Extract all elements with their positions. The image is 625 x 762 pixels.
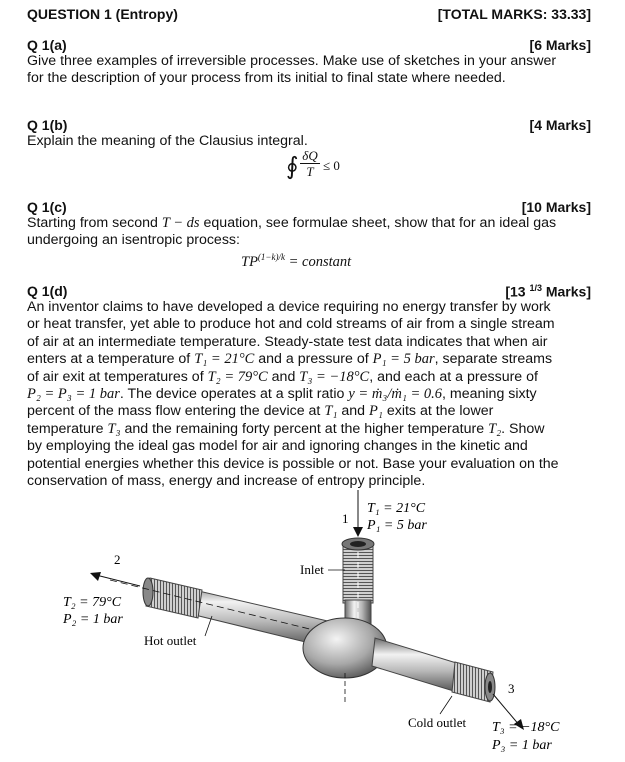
inlet-arrow-head <box>353 527 363 537</box>
math-run: T₂ <box>488 420 502 437</box>
hot-outlet-threads <box>146 578 202 618</box>
hot-outlet-end <box>143 578 153 606</box>
q1c-text <box>27 215 591 250</box>
text-run: percent of the mass flow entering the device at <box>27 403 325 420</box>
q1c-label: Q 1(c) <box>27 199 67 215</box>
state1-number: 1 <box>342 511 349 526</box>
cold-outlet-bore <box>488 681 492 693</box>
q1a-text <box>27 53 591 88</box>
q1d-line: potential energies whether this device is possible or not. Base your evaluation on the <box>27 455 559 472</box>
q1d-text <box>27 299 591 490</box>
marks-main: [13 <box>505 283 530 300</box>
hot-outlet-label: Hot outlet <box>144 633 197 648</box>
hot-label-leader <box>205 616 212 636</box>
math-run: T₂ = 79°C <box>207 368 268 385</box>
q1d-line: or heat transfer, yet able to produce hot and cold streams of air from a single stream <box>27 316 555 333</box>
math-run: P₁ <box>369 403 383 420</box>
oint-symbol: ∮ <box>286 154 299 180</box>
math-run: T₃ = −18°C <box>299 368 370 385</box>
marks-fraction: 1/3 <box>529 283 542 293</box>
q1c-line <box>27 215 591 232</box>
math-run: T₁ = 21°C <box>194 351 255 368</box>
text-run: Starting from second <box>27 215 162 231</box>
cold-outlet-label: Cold outlet <box>408 715 467 730</box>
text-run: exits at the lower <box>382 403 494 420</box>
q1a-marks: [6 Marks] <box>529 37 591 53</box>
q1d-line: by employing the ideal gas model for air and ignoring changes in the kinetic and <box>27 438 528 455</box>
eq-rest: = constant <box>284 253 352 270</box>
q1a-label: Q 1(a) <box>27 37 67 53</box>
q1d-line <box>27 386 591 403</box>
text-run: temperature <box>27 420 108 437</box>
fraction-numerator: δQ <box>300 149 320 164</box>
state3-number: 3 <box>508 681 515 696</box>
q1a-line: for the description of your process from its initial to final state where needed. <box>27 70 506 87</box>
q1d-line: conservation of mass, energy and increase of entropy principle. <box>27 473 426 490</box>
q1d-line <box>27 403 591 420</box>
total-marks: [TOTAL MARKS: 33.33] <box>437 6 591 22</box>
text-run: of air exit at temperatures of <box>27 368 208 385</box>
clausius-integral <box>286 148 366 184</box>
text-run: equation, see formulae sheet, show that for an ideal gas <box>199 215 557 231</box>
q1b-text: Explain the meaning of the Clausius integral. <box>27 133 308 149</box>
q1c-line: undergoing an isentropic process: <box>27 232 240 249</box>
q1d-line <box>27 369 591 386</box>
q1b-marks: [4 Marks] <box>529 117 591 133</box>
math-run: P₂ = P₃ = 1 bar <box>27 386 120 403</box>
state2-number: 2 <box>114 552 121 567</box>
q1d-label: Q 1(d) <box>27 283 68 299</box>
q1b-header <box>27 117 591 133</box>
eq-exponent: (1−k)/k <box>257 252 285 262</box>
hot-outlet-centerline <box>110 580 330 634</box>
state1-pressure: P₁ = 5 bar <box>367 518 427 533</box>
q1d-line <box>27 351 591 368</box>
state1-temperature: T₁ = 21°C <box>367 501 426 516</box>
state2-pressure: P₂ = 1 bar <box>63 612 123 627</box>
marks-end: Marks] <box>541 283 591 300</box>
inlet-label: Inlet <box>300 562 324 577</box>
fraction-denominator: T <box>306 164 314 179</box>
page-title: QUESTION 1 (Entropy) <box>27 6 178 22</box>
q1d-marks <box>505 283 591 300</box>
q1c-header <box>27 199 591 215</box>
q1d-header <box>27 283 591 300</box>
text-run: , meaning sixty <box>442 386 537 403</box>
page-header <box>27 6 591 22</box>
text-run: and <box>267 368 300 385</box>
text-run: and <box>337 403 369 420</box>
text-run: enters at a temperature of <box>27 351 195 368</box>
eq-base: TP <box>241 253 258 270</box>
cold-label-leader <box>440 696 452 714</box>
q1a-header <box>27 37 591 53</box>
text-run: and a pressure of <box>254 351 373 368</box>
math-run: T₁ <box>324 403 338 420</box>
text-run: , separate streams <box>434 351 553 368</box>
math-run: T₃ <box>107 420 121 437</box>
state3-pressure: P₃ = 1 bar <box>492 738 552 753</box>
state2-arrow-head <box>90 572 101 581</box>
q1c-marks: [10 Marks] <box>521 199 591 215</box>
q1d-line: An inventor claims to have developed a device requiring no energy transfer by work <box>27 299 551 315</box>
vortex-tube-figure <box>0 488 625 762</box>
state2-temperature: T₂ = 79°C <box>63 595 122 610</box>
math-run: T − ds <box>161 215 200 231</box>
text-run: and the remaining forty percent at the higher temperature <box>120 420 489 437</box>
state3-temperature: T₃ = −18°C <box>492 720 560 735</box>
text-run: , and each at a pressure of <box>369 368 538 385</box>
q1b-label: Q 1(b) <box>27 117 68 133</box>
q1d-line <box>27 421 591 438</box>
math-run: P₁ = 5 bar <box>372 351 435 368</box>
isentropic-equation <box>241 252 351 271</box>
cold-outlet-tube <box>372 638 463 693</box>
q1d-line: of air at an intermediate temperature. Steady-state test data indicates that when air <box>27 333 548 350</box>
math-run: y = ṁ₃/ṁ₁ = 0.6 <box>348 386 443 403</box>
text-run: . The device operates at a split ratio <box>119 386 349 403</box>
inequality: ≤ 0 <box>323 158 340 173</box>
q1a-line: Give three examples of irreversible processes. Make use of sketches in your answer <box>27 53 557 69</box>
text-run: . Show <box>501 420 545 437</box>
inlet-bore <box>350 541 366 547</box>
